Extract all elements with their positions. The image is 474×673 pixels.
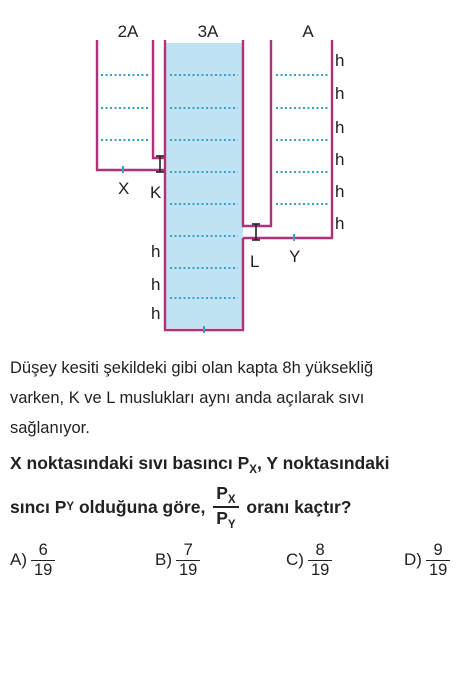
h-label-right: h — [335, 182, 345, 201]
h-label-right: h — [335, 51, 345, 70]
label-x: X — [118, 179, 130, 198]
label-k: K — [150, 183, 162, 202]
option-label: C) — [286, 550, 304, 569]
option-d[interactable] — [404, 535, 453, 585]
option-a[interactable] — [10, 535, 58, 585]
option-fraction: $\frac{6}{19}$ — [31, 541, 55, 580]
bold2-text-a: sıncı P — [10, 496, 67, 517]
question-bold-line-2 — [10, 482, 474, 532]
fraction-numerator: $P_X$ — [213, 483, 238, 508]
h-label-right: h — [335, 214, 345, 233]
h-label-left: h — [151, 242, 161, 261]
option-fraction: $\frac{7}{19}$ — [176, 541, 200, 580]
h-label-right: h — [335, 150, 345, 169]
option-label: D) — [404, 550, 422, 569]
level-lines-left — [101, 75, 148, 140]
option-c[interactable] — [286, 535, 335, 585]
label-2a: 2A — [117, 22, 139, 41]
pressure-ratio-fraction — [213, 483, 238, 531]
subscript-y: Y — [66, 501, 75, 513]
h-label-right: h — [335, 118, 345, 137]
bold1-text-b: , Y noktasındaki — [256, 453, 390, 473]
fraction-denominator: $P_Y$ — [216, 508, 236, 531]
h-label-right: h — [335, 84, 345, 103]
label-y: Y — [289, 247, 301, 266]
option-label: A) — [10, 550, 27, 569]
liquid-middle — [165, 43, 243, 328]
level-lines-right — [276, 75, 328, 204]
h-label-left: h — [151, 304, 161, 323]
option-b[interactable] — [155, 535, 203, 585]
bold1-text-a: X noktasındaki sıvı basıncı P — [10, 453, 250, 473]
question-line-3: sağlanıyor. — [10, 419, 90, 437]
label-l: L — [250, 252, 260, 271]
question-line-1: Düşey kesiti şekildeki gibi olan kapta 8h yüksekliğ — [10, 359, 374, 377]
bold2-text-c: oranı kaçtır? — [241, 496, 352, 517]
subscript-x: X — [249, 464, 257, 476]
label-3a: 3A — [197, 22, 219, 41]
bold2-text-b: olduğuna göre, — [74, 496, 211, 517]
h-label-left: h — [151, 275, 161, 294]
option-fraction: $\frac{9}{19}$ — [426, 541, 450, 580]
option-label: B) — [155, 550, 172, 569]
label-a: A — [302, 22, 314, 41]
option-fraction: $\frac{8}{19}$ — [308, 541, 332, 580]
question-line-2: varken, K ve L muslukları aynı anda açılarak sıvı — [10, 389, 365, 407]
question-bold-line-1 — [10, 453, 474, 476]
